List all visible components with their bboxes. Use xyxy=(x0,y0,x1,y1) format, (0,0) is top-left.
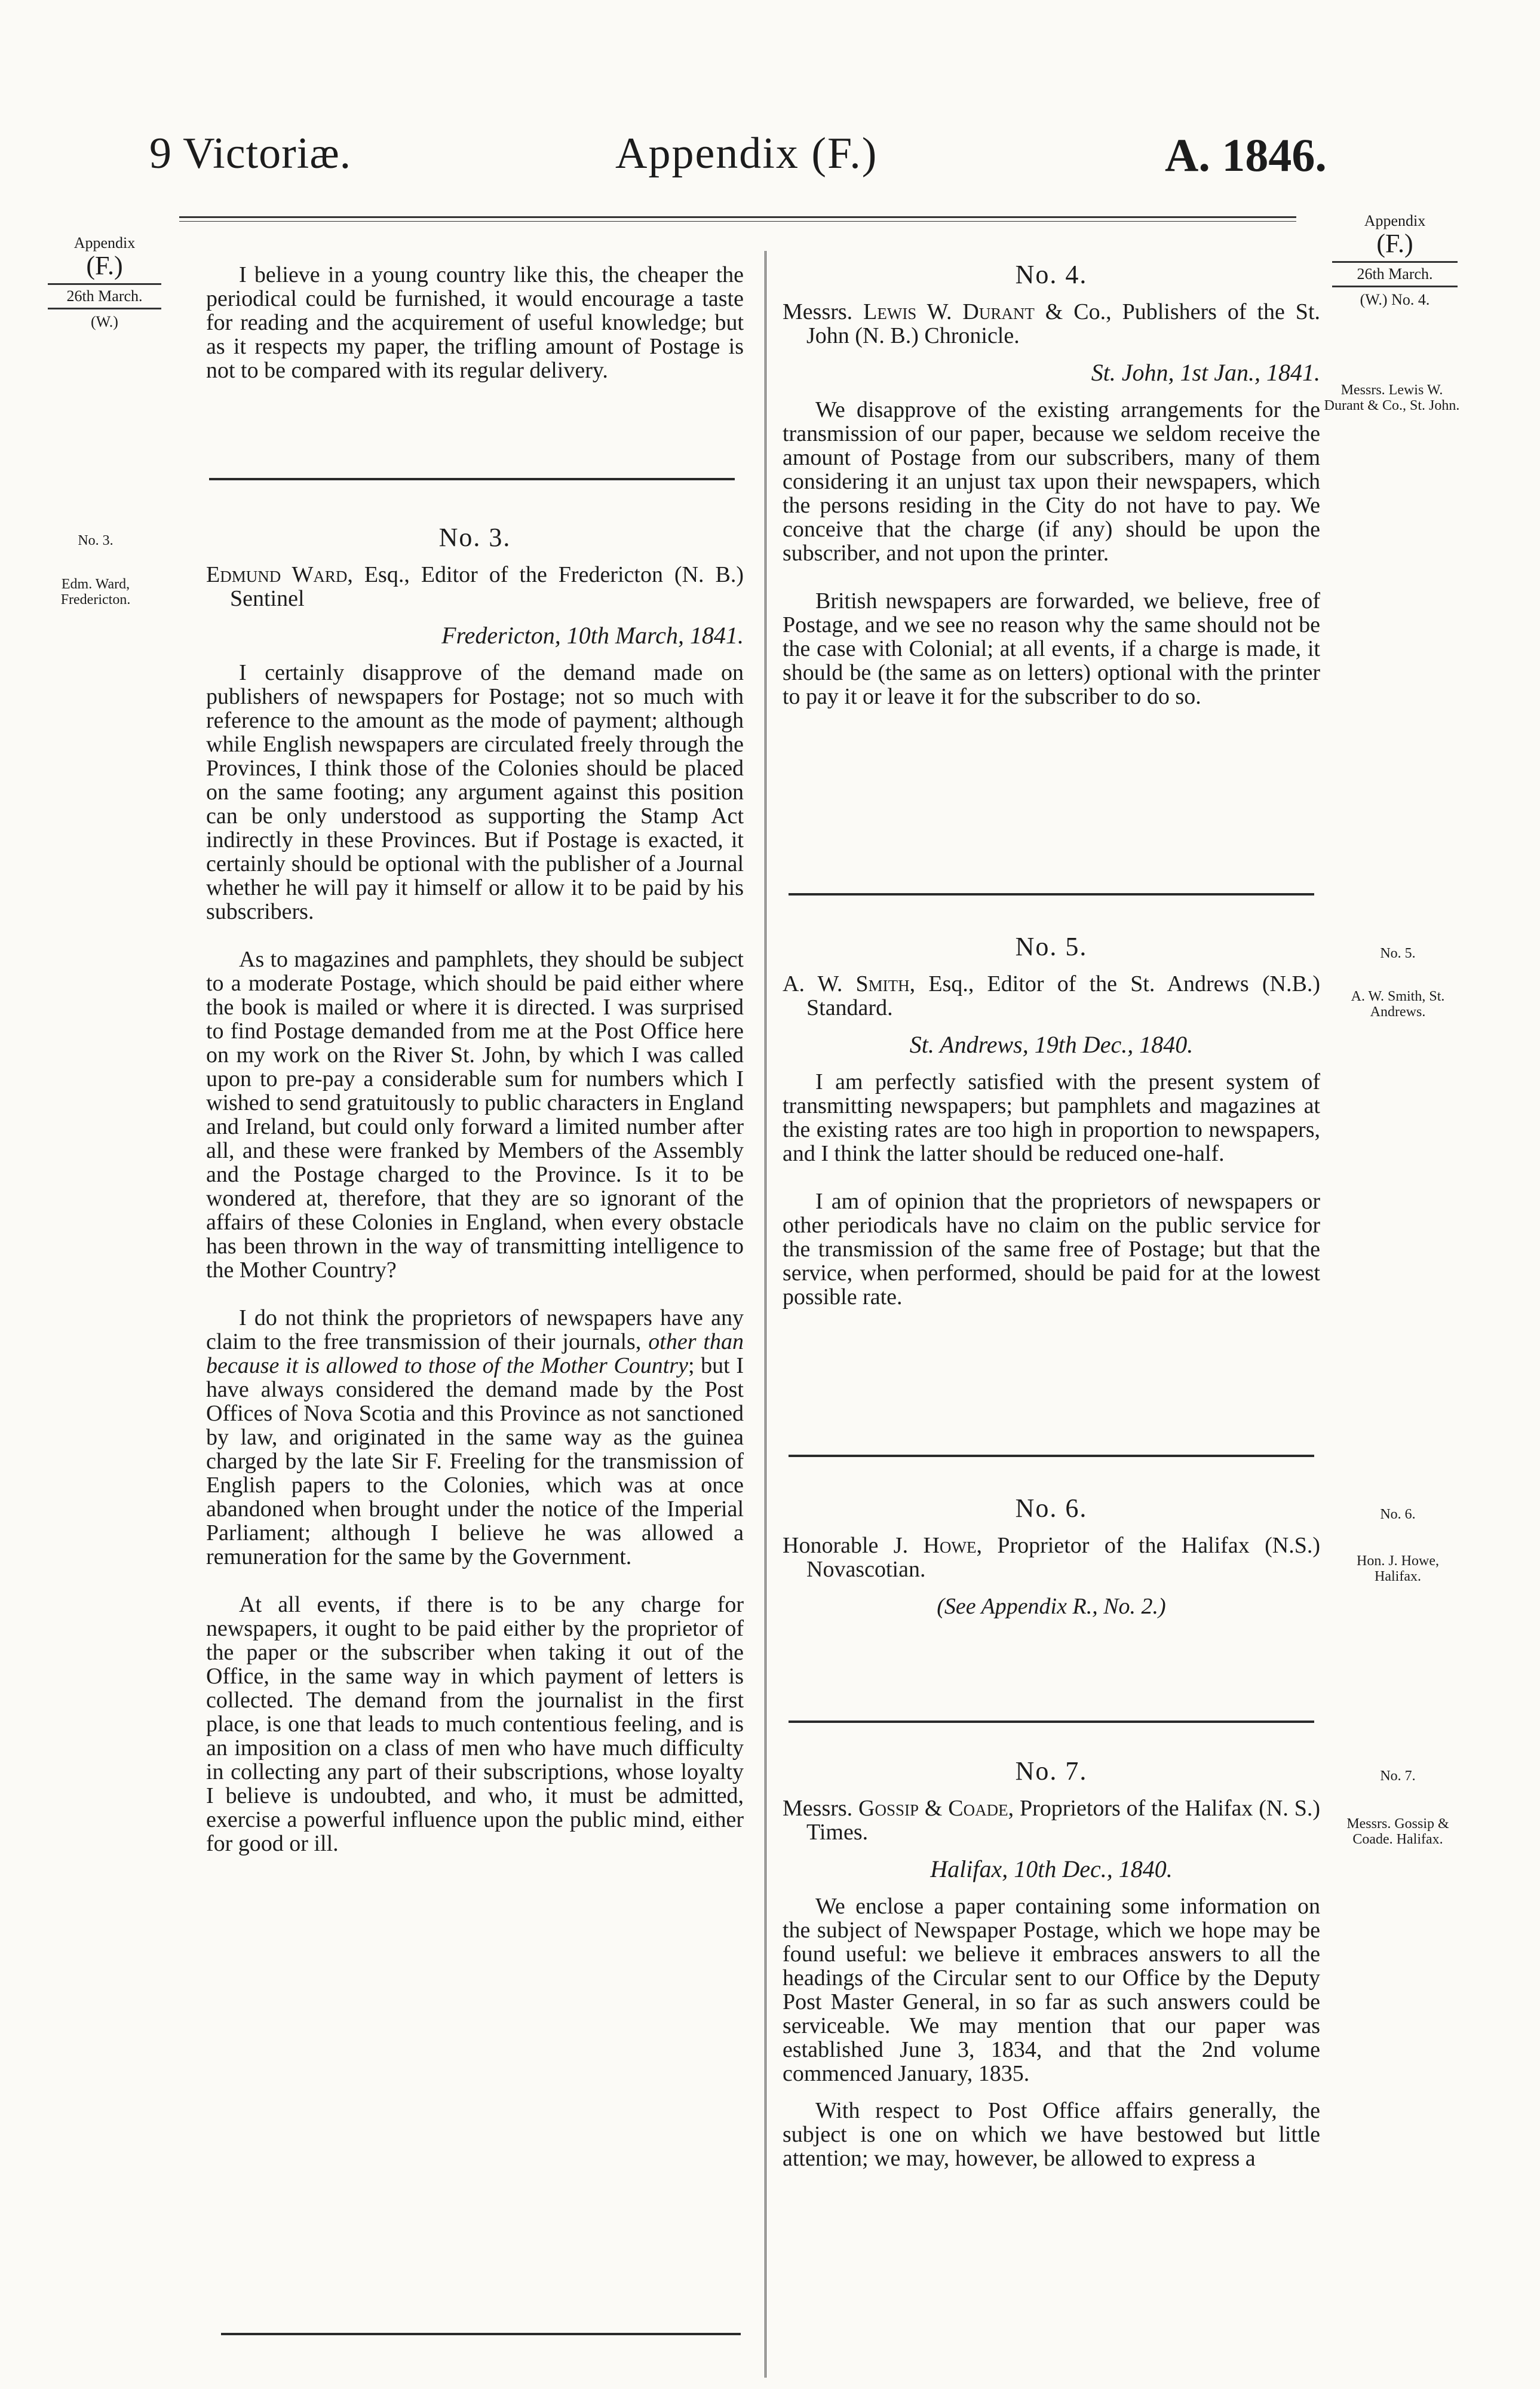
letter-no4-heading: No. 4. xyxy=(1015,260,1088,289)
letter-no4 xyxy=(783,260,1320,709)
letter-no5 xyxy=(783,932,1320,1309)
header-volume: 9 Victoriæ. xyxy=(149,129,352,178)
right-margin-no5-name: A. W. Smith, St. Andrews. xyxy=(1351,989,1445,1020)
left-margin-no3: No. 3. xyxy=(78,533,113,548)
divider xyxy=(789,893,1314,896)
letter-no4-address: Messrs. Lewis W. Durant & Co., Publishers of the St. John (N. B.) Chronicle. xyxy=(783,299,1320,348)
letter-no5-address: A. W. Smith, Esq., Editor of the St. Andrews (N.B.) Standard. xyxy=(783,971,1320,1020)
letter-no3-para-3: I do not think the proprietors of newspapers have any claim to the free transmission of their journals, other than because it is allowed to those of the Mother Country; but I have always considered the demand made by the Post Offices of Nova Scotia and this Province as not sanctioned by law, and originated in the same way as the guinea charged by the late Sir F. Freeling for the transmission of English papers to the Colonies, which was at once abandoned when brought under the notice of the Imperial Parliament; although I believe he was allowed a remuneration for the same by the Government. xyxy=(206,1305,744,1569)
right-margin-no5: No. 5. xyxy=(1380,946,1416,961)
letter-no3-para-4: At all events, if there is to be any charge for newspapers, it ought to be paid either by the proprietor of the paper or the subscriber when taking it out of the Office, in the same way in which payment of letters is collected. The demand from the journalist in the first place, is one that leads to much contentious feeling, and is an imposition on a class of men who have much difficulty in collecting any part of their subscriptions, whose loyalty I believe is undoubted, and who, it must be admitted, exercise a powerful influence upon the public mind, either for good or ill. xyxy=(206,1592,744,1856)
letter-no7-heading: No. 7. xyxy=(1015,1756,1088,1786)
letter-no7-para-2: With respect to Post Office affairs generally, the subject is one on which we have bestowed but little attention; we may, however, be allowed to express a xyxy=(783,2098,1320,2171)
header-title: Appendix (F.) xyxy=(615,129,878,178)
letter-no4-para-1: We disapprove of the existing arrangements for the transmission of our paper, because we seldom receive the amount of Postage from our subscribers, many of them considering it an unjust tax upon their newspapers, which the persons residing in the City do not have to pay. We conceive that the charge (if any) should be upon the subscriber, and not upon the printer. xyxy=(783,397,1320,566)
letter-no3-dateline: Fredericton, 10th March, 1841. xyxy=(441,622,744,649)
header-rule-thin xyxy=(179,221,1296,222)
letter-no3-heading: No. 3. xyxy=(438,523,511,552)
letter-no5-heading: No. 5. xyxy=(1015,932,1088,961)
letter-no5-addressee: Smith xyxy=(855,971,910,996)
letter-no5-para-2: I am of opinion that the proprietors of newspapers or other periodicals have no claim on the public service for the transmission of the same free of Postage; but that the service, when performed, should be paid for at the lowest possible rate. xyxy=(783,1189,1320,1309)
letter-no5-para-1: I am perfectly satisfied with the present system of transmitting newspapers; but pamphlets and magazines at the existing rates are too high in proportion to newspapers, and I think the latter should be reduced one-half. xyxy=(783,1069,1320,1166)
left-column xyxy=(206,263,744,382)
letter-no4-addressee: Lewis W. Durant xyxy=(863,299,1035,324)
letter-no7-dateline: Halifax, 10th Dec., 1840. xyxy=(930,1856,1173,1882)
right-margin-no6-name: Hon. J. Howe, Halifax. xyxy=(1357,1553,1439,1584)
letter-no3-addressee: Edmund Ward xyxy=(206,562,348,587)
left-margin-no3-name: Edm. Ward, Fredericton. xyxy=(60,576,131,608)
letter-no4-dateline: St. John, 1st Jan., 1841. xyxy=(1091,359,1320,386)
right-margin-no7-name: Messrs. Gossip & Coade. Halifax. xyxy=(1346,1816,1449,1847)
letter-no7-para-1: We enclose a paper containing some information on the subject of Newspaper Postage, which we hope may be found useful: we believe it embraces answers to all the headings of the Circular sent to our Office by the Deputy Post Master General, in so far as such answers could be serviceable. We may mention that our paper was established June 3, 1834, and that the 2nd volume commenced January, 1835. xyxy=(783,1894,1320,2086)
letter-no3-para-2: As to magazines and pamphlets, they should be subject to a moderate Postage, which should be paid either where the book is mailed or where it is directed. I was surprised to find Postage demanded from me at the Post Office here on my work on the River St. John, by which I was called upon to pre-pay a considerable sum for numbers which I wished to send gratuitously to public characters in England and Ireland, but could only forward a limited number after all, and these were franked by Members of the Assembly and the Postage charged to the Province. Is it to be wondered at, therefore, that they are so ignorant of the affairs of these Colonies in England, when every obstacle has been thrown in the way of transmitting intelligence to the Mother Country? xyxy=(206,947,744,1283)
letter-no5-dateline: St. Andrews, 19th Dec., 1840. xyxy=(909,1031,1194,1058)
left-margin-appendix: Appendix (F.) 26th March. (W.) xyxy=(36,234,173,331)
right-margin-no4-name: Messrs. Lewis W. Durant & Co., St. John. xyxy=(1324,382,1460,413)
letter-no3-para-1: I certainly disapprove of the demand made on publishers of newspapers for Postage; not so much with reference to the amount as the mode of payment; although while English newspapers are circulated freely through the Provinces, I think those of the Colonies should be placed on the same footing; any argument against this position can be only understood as supporting the Stamp Act indirectly in these Provinces. But if Postage is exacted, it certainly should be optional with the publisher of a Journal whether he will pay it himself or allow it to be paid by his subscribers. xyxy=(206,660,744,924)
letter-no7-addressee: Gossip & Coade xyxy=(858,1796,1008,1821)
divider xyxy=(789,1721,1314,1723)
letter-no3-address: Edmund Ward, Esq., Editor of the Fredericton (N. B.) Sentinel xyxy=(206,562,744,611)
header-rule xyxy=(179,216,1296,218)
letter-no7-address: Messrs. Gossip & Coade, Proprietors of the Halifax (N. S.) Times. xyxy=(783,1796,1320,1845)
right-margin-appendix: Appendix (F.) 26th March. (W.) No. 4. xyxy=(1326,212,1464,309)
header-year: A. 1846. xyxy=(1165,129,1327,181)
letter-no4-para-2: British newspapers are forwarded, we believe, free of Postage, and we see no reason why the same should not be the case with Colonial; at all events, if a charge is made, it should be (the same as on letters) optional with the printer to pay it or leave it for the subscriber to do so. xyxy=(783,588,1320,709)
letter-no6-see-reference: (See Appendix R., No. 2.) xyxy=(937,1594,1166,1619)
divider xyxy=(221,2333,741,2335)
right-margin-no7: No. 7. xyxy=(1380,1768,1416,1784)
letter-no6-addressee: Howe xyxy=(923,1533,977,1558)
divider xyxy=(209,478,735,480)
letter-no6-address: Honorable J. Howe, Proprietor of the Halifax (N.S.) Novascotian. xyxy=(783,1533,1320,1582)
letter-no7 xyxy=(783,1756,1320,2171)
letter-no3 xyxy=(206,523,744,1856)
letter-no6 xyxy=(783,1493,1320,1619)
column-separator xyxy=(765,251,766,2378)
divider xyxy=(789,1455,1314,1457)
right-margin-no6: No. 6. xyxy=(1380,1507,1416,1522)
letter-no6-heading: No. 6. xyxy=(1015,1493,1088,1523)
left-intro-paragraph: I believe in a young country like this, the cheaper the periodical could be furnished, it would encourage a taste for reading and the acquirement of useful knowledge; but as it respects my paper, the trifling amount of Postage is not to be compared with its regular delivery. xyxy=(206,262,744,383)
